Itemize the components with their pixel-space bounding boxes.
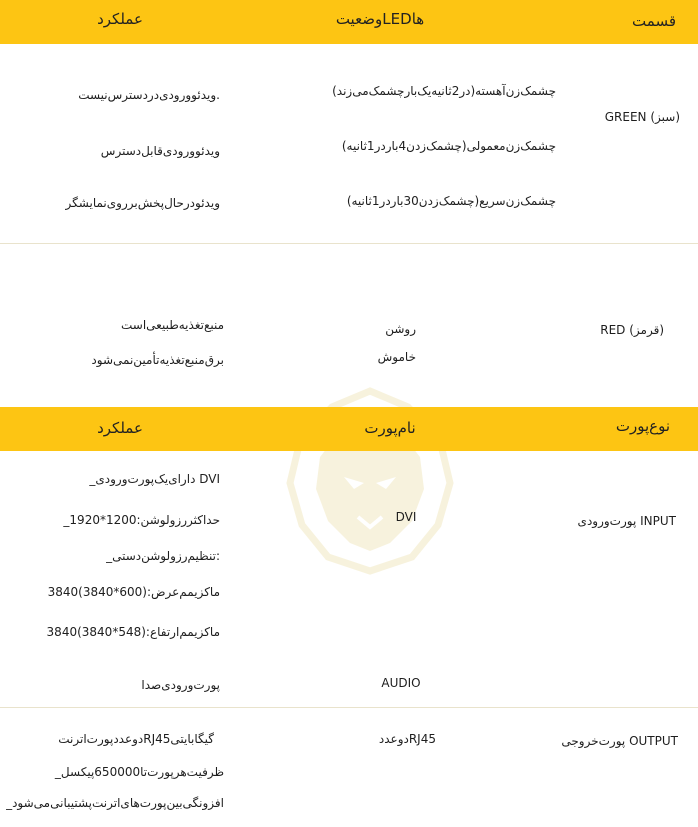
table1-header bbox=[0, 0, 698, 44]
red-function-2: برق‌منبع‌تغذیه‌تأمین‌نمی‌شود bbox=[91, 353, 224, 367]
row-divider bbox=[0, 707, 698, 708]
input-port-type: پورت‌ورودی INPUT bbox=[577, 514, 676, 528]
header-led-status: وضعیتLEDها bbox=[335, 10, 425, 28]
dvi-function-3: _تنظیم‌رزولوشن‌دستی: bbox=[106, 549, 220, 563]
header-port-name: نام‌پورت bbox=[364, 419, 416, 437]
red-status-on: روشن bbox=[385, 322, 416, 336]
dvi-function-4: ماکزیمم‌عرض:(600*3840)3840 bbox=[47, 585, 220, 599]
row-divider bbox=[0, 243, 698, 244]
audio-function: پورت‌ورودی‌صدا bbox=[141, 678, 220, 692]
green-function-3: ویدئودرحال‌پخش‌برروی‌نمایشگر bbox=[65, 196, 220, 210]
green-status-3: چشمک‌زن‌سریع(چشمک‌زدن30باردر1ثانیه) bbox=[346, 194, 556, 208]
green-status-1: چشمک‌زن‌آهسته(در2ثانیه‌یک‌بارچشمک‌می‌زند) bbox=[332, 84, 556, 98]
table2-header bbox=[0, 407, 698, 451]
green-status-2: چشمک‌زن‌معمولی(چشمک‌زدن‌4باردر1ثانیه) bbox=[341, 139, 556, 153]
red-status-off: خاموش bbox=[377, 350, 416, 364]
output-function-2: _ظرفیت‌هرپورت‌تا650000پیکسل bbox=[54, 765, 224, 779]
dvi-function-5: ماکزیمم‌ارتفاع:(548*3840)3840 bbox=[46, 625, 220, 639]
header-section: قسمت bbox=[632, 12, 676, 30]
header-port-function: عملکرد bbox=[97, 419, 143, 437]
green-function-2: ویدئوورودی‌قابل‌دسترس bbox=[100, 144, 220, 158]
output-function-1: دوعددپورت‌اترنت‌RJ45گیگابایتی bbox=[58, 732, 214, 746]
header-port-type: نوع‌پورت bbox=[615, 417, 670, 435]
dvi-function-1: _دارای‌یک‌پورت‌ورودی DVI bbox=[89, 472, 220, 486]
header-function: عملکرد bbox=[97, 10, 143, 28]
green-part-label: GREEN (سبز) bbox=[604, 110, 680, 124]
green-function-1: ویدئوورودی‌دردسترس‌نیست. bbox=[78, 88, 220, 102]
input-dvi-name: DVI bbox=[395, 510, 417, 524]
input-audio-name: AUDIO bbox=[381, 676, 421, 690]
red-function-1: منبع‌تغذیه‌طبیعی‌است bbox=[120, 318, 224, 332]
red-part-label: RED (قرمز) bbox=[600, 323, 664, 337]
output-port-type: پورت‌خروجی OUTPUT bbox=[561, 734, 678, 748]
output-port-name: دوعددRJ45 bbox=[378, 732, 436, 746]
output-function-3: _افزونگی‌بین‌پورت‌های‌اترنت‌پشتیبانی‌می‌شود bbox=[6, 796, 224, 810]
dvi-function-2: _حداکثررزولوشن:1200*1920 bbox=[63, 513, 220, 527]
